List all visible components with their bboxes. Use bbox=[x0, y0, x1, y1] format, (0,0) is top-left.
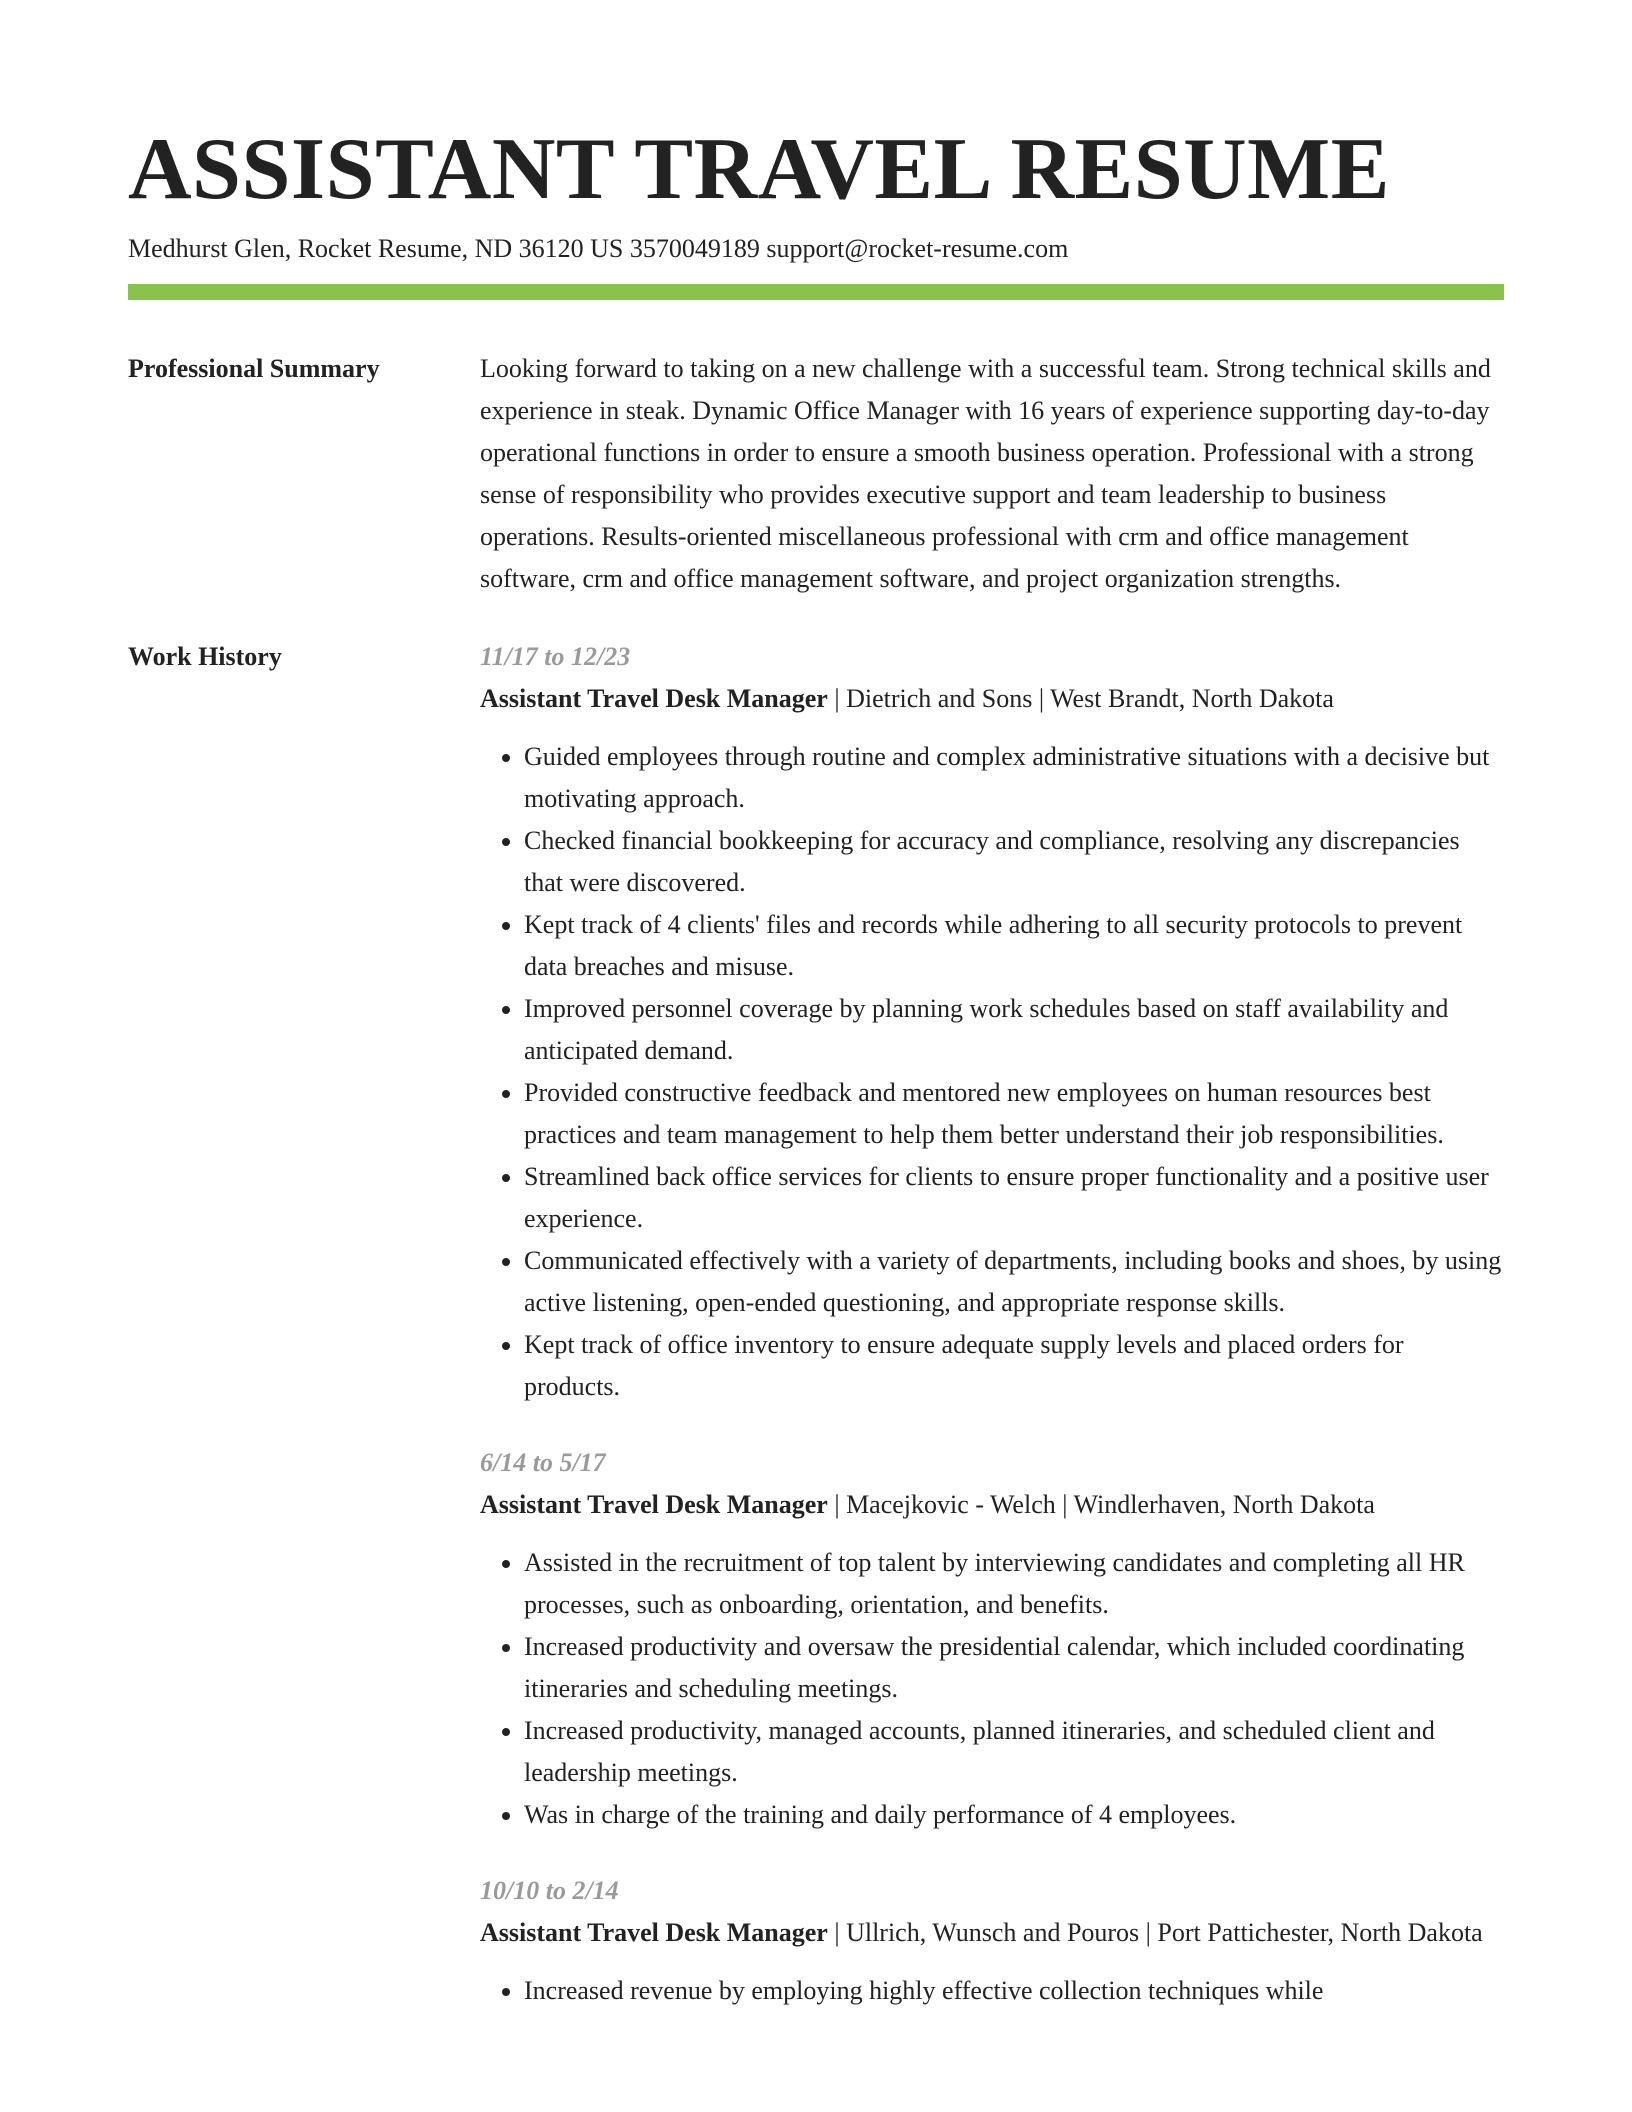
job-bullet: • Assisted in the recruitment of top talent by interviewing candidates and completing all HR processes, such as onboarding, orientation, and benefits. bbox=[524, 1542, 1504, 1626]
job-title: Assistant Travel Desk Manager bbox=[480, 1918, 828, 1947]
job-bullet: • Streamlined back office services for clients to ensure proper functionality and a positive user experience. bbox=[524, 1156, 1504, 1240]
job-bullet: • Increased productivity and oversaw the presidential calendar, which included coordinating itineraries and scheduling meetings. bbox=[524, 1626, 1504, 1710]
job-dates: 11/17 to 12/23 bbox=[480, 642, 631, 671]
job-bullet: • Checked financial bookkeeping for accuracy and compliance, resolving any discrepancies that were discovered. bbox=[524, 820, 1504, 904]
job-heading bbox=[480, 678, 1504, 720]
job-bullet: • Communicated effectively with a variety of departments, including books and shoes, by using active listening, open-ended questioning, and appropriate response skills. bbox=[524, 1240, 1504, 1324]
summary-heading: Professional Summary bbox=[128, 354, 380, 383]
job-heading bbox=[480, 1912, 1504, 1954]
job-entry bbox=[480, 636, 1504, 1408]
job-heading bbox=[480, 1484, 1504, 1526]
summary-text: Looking forward to taking on a new challenge with a successful team. Strong technical skills and experience in steak. Dynamic Office Manager with 16 years of experience supporting day-to-day operational functions in order to ensure a smooth business operation. Professional with a strong sense of responsibility who provides executive support and team leadership to business operations. Results-oriented miscellaneous professional with crm and office management software, crm and office management software, and project organization strengths. bbox=[480, 354, 1491, 593]
job-bullet-list bbox=[480, 736, 1504, 1408]
job-bullet: • Improved personnel coverage by planning work schedules based on staff availability and anticipated demand. bbox=[524, 988, 1504, 1072]
job-title: Assistant Travel Desk Manager bbox=[480, 1490, 828, 1519]
header-divider bbox=[128, 284, 1504, 300]
job-employer-location: | Macejkovic - Welch | Windlerhaven, North Dakota bbox=[827, 1490, 1375, 1519]
summary-section bbox=[128, 348, 1504, 600]
job-list bbox=[480, 636, 1504, 2046]
job-bullet: • Increased revenue by employing highly effective collection techniques while bbox=[524, 1970, 1504, 2012]
job-bullet: • Kept track of office inventory to ensure adequate supply levels and placed orders for products. bbox=[524, 1324, 1504, 1408]
job-bullet: • Increased productivity, managed accounts, planned itineraries, and scheduled client and leadership meetings. bbox=[524, 1710, 1504, 1794]
work-history-heading: Work History bbox=[128, 642, 282, 671]
job-employer-location: | Dietrich and Sons | West Brandt, North Dakota bbox=[827, 684, 1334, 713]
job-entry bbox=[480, 1442, 1504, 1836]
job-bullet-list bbox=[480, 1542, 1504, 1836]
job-dates: 6/14 to 5/17 bbox=[480, 1448, 606, 1477]
job-dates: 10/10 to 2/14 bbox=[480, 1876, 619, 1905]
resume-page bbox=[128, 118, 1504, 2046]
work-history-section bbox=[128, 636, 1504, 2046]
contact-line: Medhurst Glen, Rocket Resume, ND 36120 US 3570049189 support@rocket-resume.com bbox=[128, 234, 1069, 263]
job-bullet: • Provided constructive feedback and mentored new employees on human resources best practices and team management to help them better understand their job responsibilities. bbox=[524, 1072, 1504, 1156]
resume-title: ASSISTANT TRAVEL RESUME bbox=[128, 121, 1390, 218]
job-bullet: • Was in charge of the training and daily performance of 4 employees. bbox=[524, 1794, 1504, 1836]
job-bullet: • Guided employees through routine and complex administrative situations with a decisive but motivating approach. bbox=[524, 736, 1504, 820]
job-bullet: • Kept track of 4 clients' files and records while adhering to all security protocols to prevent data breaches and misuse. bbox=[524, 904, 1504, 988]
job-title: Assistant Travel Desk Manager bbox=[480, 684, 828, 713]
job-employer-location: | Ullrich, Wunsch and Pouros | Port Pattichester, North Dakota bbox=[827, 1918, 1483, 1947]
job-entry bbox=[480, 1870, 1504, 2012]
job-bullet-list bbox=[480, 1970, 1504, 2012]
